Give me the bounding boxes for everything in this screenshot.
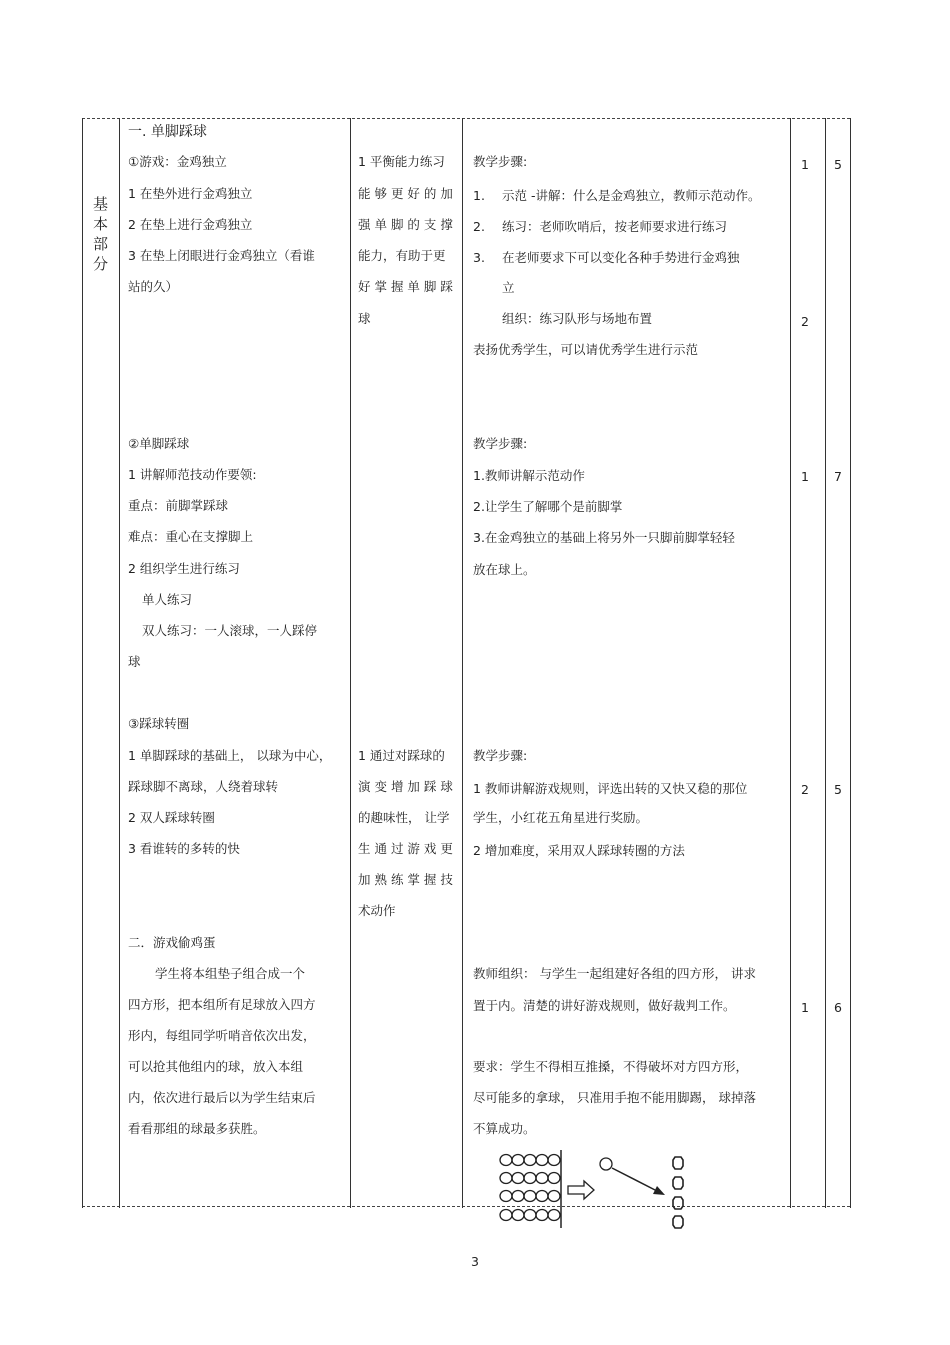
step-text: 不算成功。 [473, 1121, 536, 1136]
step-text: 置于内。清楚的讲好游戏规则，做好裁判工作。 [473, 998, 736, 1013]
table-col-divider [462, 118, 463, 1208]
content-line: 3 看谁转的多转的快 [128, 841, 240, 856]
content-line: 四方形，把本组所有足球放入四方 [128, 997, 316, 1012]
step-number: 1. [473, 188, 485, 203]
table-col-divider [350, 118, 351, 1208]
goal-line: 1 平衡能力练习 [358, 154, 445, 169]
steps-heading: 教学步骤: [473, 436, 528, 451]
content-line: 形内，每组同学听哨音依次出发， [128, 1028, 316, 1043]
step-number: 3. [473, 250, 485, 265]
content-line: 重点：前脚掌踩球 [128, 498, 229, 513]
step-text: 要求：学生不得相互推搡，不得破坏对方四方形， [473, 1059, 749, 1074]
page-number: 3 [471, 1254, 479, 1269]
step-text: 教师组织： 与学生一起组建好各组的四方形， 讲求 [473, 966, 756, 981]
content-line: 2 组织学生进行练习 [128, 561, 240, 576]
time-cell: 7 [834, 469, 842, 484]
count-cell: 1 [801, 1000, 809, 1015]
goal-line: 球 [358, 311, 371, 326]
step-number: 2. [473, 219, 485, 234]
step-text: 1 教师讲解游戏规则，评选出转的又快又稳的那位 [473, 781, 748, 796]
goal-line: 能 够 更 好 的 加 [358, 186, 453, 201]
table-bottom-border [82, 1206, 850, 1207]
goal-line: 生 通 过 游 戏 更 [358, 841, 453, 856]
count-cell: 2 [801, 782, 809, 797]
content-line: 可以抢其他组内的球，放入本组 [128, 1059, 304, 1074]
step-text: 练习：老师吹哨后，按老师要求进行练习 [502, 219, 728, 234]
table-col-divider [825, 118, 826, 1208]
item3-title: ③踩球转圈 [128, 716, 190, 731]
content-line: 双人练习：一人滚球，一人踩停 [142, 623, 318, 638]
step-text: 1.教师讲解示范动作 [473, 468, 585, 483]
content-line: 1 单脚踩球的基础上， 以球为中心， [128, 748, 332, 763]
goal-line: 的趣味性， 让学 [358, 810, 450, 825]
content-line: 1 在垫外进行金鸡独立 [128, 186, 253, 201]
content-line: 2 双人踩球转圈 [128, 810, 215, 825]
table-col-divider [790, 118, 791, 1208]
count-cell: 2 [801, 314, 809, 329]
time-cell: 5 [834, 782, 842, 797]
goal-line: 演 变 增 加 踩 球 [358, 779, 453, 794]
content-line: ①游戏：金鸡独立 [128, 154, 227, 169]
item1-title: 一. 单脚踩球 [128, 124, 207, 140]
table-col-divider [119, 118, 120, 1208]
step-text: 2 增加难度，采用双人踩球转圈的方法 [473, 843, 685, 858]
praise-text: 表扬优秀学生，可以请优秀学生进行示范 [473, 342, 699, 357]
goal-line: 术动作 [358, 903, 396, 918]
goal-line: 好 掌 握 单 脚 踩 [358, 279, 453, 294]
time-cell: 5 [834, 157, 842, 172]
steps-heading: 教学步骤: [473, 748, 528, 763]
step-text: 立 [502, 280, 515, 295]
item4-title: 二．游戏偷鸡蛋 [128, 935, 216, 950]
organization-text: 组织：练习队形与场地布置 [502, 311, 653, 326]
content-line: 学生将本组垫子组合成一个 [155, 966, 306, 981]
step-text: 示范 -讲解：什么是金鸡独立，教师示范动作。 [502, 188, 761, 203]
content-line: 看看那组的球最多获胜。 [128, 1121, 266, 1136]
content-line: 难点：重心在支撑脚上 [128, 529, 254, 544]
step-text: 尽可能多的拿球， 只准用手抱不能用脚踢， 球掉落 [473, 1090, 756, 1105]
step-text: 3.在金鸡独立的基础上将另外一只脚前脚掌轻轻 [473, 530, 735, 545]
table-top-border [82, 118, 850, 119]
step-text: 2.让学生了解哪个是前脚掌 [473, 499, 623, 514]
time-cell: 6 [834, 1000, 842, 1015]
content-line: 站的久） [128, 279, 179, 294]
goal-line: 能力，有助于更 [358, 248, 446, 263]
content-line: 1 讲解师范技动作要领: [128, 467, 257, 482]
goal-line: 强 单 脚 的 支 撑 [358, 217, 453, 232]
steps-heading: 教学步骤: [473, 154, 528, 169]
goal-line: 1 通过对踩球的 [358, 748, 445, 763]
section-label: 基 本 部 分 [92, 195, 108, 273]
content-line: 球 [128, 654, 141, 669]
content-line: 单人练习 [142, 592, 193, 607]
formation-diagram [495, 1148, 695, 1230]
content-line: 内，依次进行最后以为学生结束后 [128, 1090, 316, 1105]
content-line: 2 在垫上进行金鸡独立 [128, 217, 253, 232]
count-cell: 1 [801, 469, 809, 484]
step-text: 放在球上。 [473, 562, 536, 577]
step-text: 在老师要求下可以变化各种手势进行金鸡独 [502, 250, 740, 265]
count-cell: 1 [801, 157, 809, 172]
goal-line: 加 熟 练 掌 握 技 [358, 872, 453, 887]
table-col-divider [850, 118, 851, 1208]
item2-title: ②单脚踩球 [128, 436, 190, 451]
content-line: 踩球脚不离球，人绕着球转 [128, 779, 279, 794]
table-col-divider [82, 118, 83, 1208]
step-text: 学生，小红花五角星进行奖励。 [473, 810, 649, 825]
content-line: 3 在垫上闭眼进行金鸡独立（看谁 [128, 248, 315, 263]
